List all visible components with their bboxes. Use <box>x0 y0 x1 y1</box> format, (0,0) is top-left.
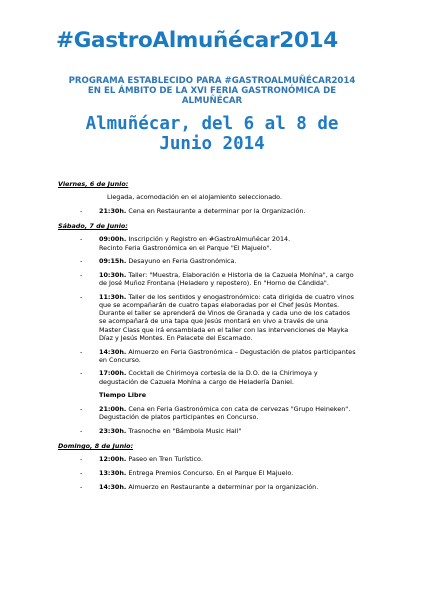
item-time: 10:30h. <box>99 270 127 279</box>
item-line <box>99 235 376 243</box>
schedule-item <box>58 257 376 265</box>
day-heading: Viernes, 6 de Junio: <box>58 180 129 188</box>
dates-line: Junio 2014 <box>159 134 265 154</box>
item-line <box>99 483 376 491</box>
item-text: Almuerzo en Restaurante a determinar por la organización. <box>128 482 319 491</box>
bullet-dash: - <box>80 206 83 215</box>
item-text: Entrega Premios Concurso. En el Parque El Majuelo. <box>128 469 294 478</box>
program-subtitle <box>56 76 368 106</box>
bullet-dash: - <box>80 455 83 464</box>
item-line: Master Class que irá ensamblada en el taller con las intervenciones de Mayka <box>99 325 349 334</box>
item-line: Durante el taller se aprenderá de Vinos de Granada y cada uno de los catados <box>99 309 350 318</box>
item-time: 17:00h. <box>99 369 127 378</box>
item-text: Desayuno en Feria Gastronómica. <box>128 257 237 266</box>
schedule-item <box>58 455 376 463</box>
item-text: Cocktail de Chirimoya cortesía de la D.O. de la Chirimoya y <box>128 369 318 378</box>
item-line: Degustación de platos participantes en Concurso. <box>99 413 259 422</box>
schedule-item <box>58 405 376 421</box>
item-line: de José Muñoz Frontana (Heladero y repostero). En "Horno de Cándida". <box>99 279 329 288</box>
item-line <box>99 293 376 301</box>
bullet-dash: - <box>80 369 83 378</box>
bullet-dash: - <box>80 482 83 491</box>
free-time-label: Tiempo Libre <box>99 391 147 400</box>
item-line: Llegada, acomodación en el alojamiento seleccionado. <box>107 193 283 202</box>
item-line: Recinto Feria Gastronómica en el Parque "El Majuelo". <box>99 243 272 252</box>
dates-line: Almuñécar, del 6 al 8 de <box>85 114 339 134</box>
subtitle-line: ALMUÑÉCAR <box>181 96 243 106</box>
item-text: Trasnoche en "Bámbola Music Hall" <box>128 426 242 435</box>
schedule-item <box>58 348 376 364</box>
item-line <box>99 348 376 356</box>
bullet-dash: - <box>80 257 83 266</box>
bullet-dash: - <box>80 469 83 478</box>
item-time: 09:15h. <box>99 257 127 266</box>
item-line: Díaz y Jesús Montes. En Palacete del Escamado. <box>99 333 253 342</box>
item-time: 14:30h. <box>99 482 127 491</box>
item-time: 21:00h. <box>99 405 127 414</box>
schedule-item <box>58 193 376 201</box>
page-title: #GastroAlmuñécar2014 <box>56 28 338 53</box>
schedule-item <box>58 469 376 477</box>
schedule-item <box>58 293 376 342</box>
item-time: 13:30h. <box>99 469 127 478</box>
subtitle-line: PROGRAMA ESTABLECIDO PARA #GASTROALMUÑÉCAR2014 <box>68 76 356 86</box>
item-text: Taller: "Muestra, Elaboración e Historia de la Cazuela Mohína", a cargo <box>128 270 354 279</box>
item-text: Almuerzo en Feria Gastronómica – Degustación de platos participantes <box>128 347 356 356</box>
item-line: degustación de Cazuela Mohína a cargo de Heladería Daniel. <box>99 377 294 386</box>
item-line <box>99 469 376 477</box>
subtitle-line: EN EL ÁMBITO DE LA XVI FERIA GASTRONÓMICA DE <box>87 86 337 96</box>
item-line: en Concurso. <box>99 355 141 364</box>
item-line <box>99 369 376 377</box>
bullet-dash: - <box>80 426 83 435</box>
schedule-item <box>58 369 376 385</box>
item-line <box>99 455 376 463</box>
bullet-dash: - <box>80 235 83 244</box>
bullet-dash: - <box>80 347 83 356</box>
item-line <box>99 257 376 265</box>
item-line: se acompañará de una tapa que Jesús montará en vivo a través de una <box>99 317 329 326</box>
item-time: 11:30h. <box>99 292 127 301</box>
bullet-dash: - <box>80 270 83 279</box>
bullet-dash: - <box>80 292 83 301</box>
schedule-item <box>58 483 376 491</box>
item-line: que se acompañarán de cuatro tapas elaboradas por el Chef Jesús Montes. <box>99 301 340 310</box>
day-section <box>58 442 376 491</box>
item-text: Paseo en Tren Turístico. <box>128 455 203 464</box>
item-line <box>99 427 376 435</box>
day-section <box>58 180 376 215</box>
schedule <box>58 180 376 491</box>
item-time: 21:30h. <box>99 206 127 215</box>
item-line <box>99 271 376 279</box>
item-time: 23:30h. <box>99 426 127 435</box>
item-time: 12:00h. <box>99 455 127 464</box>
schedule-item <box>58 271 376 287</box>
item-line <box>99 405 376 413</box>
day-heading: Sábado, 7 de Junio: <box>58 222 128 231</box>
schedule-item <box>58 207 376 215</box>
item-time: 14:30h. <box>99 347 127 356</box>
item-text: Cena en Restaurante a determinar por la Organización. <box>128 206 306 215</box>
day-section <box>58 222 376 435</box>
item-text: Inscripción y Registro en #GastroAlmuñécar 2014. <box>128 235 291 244</box>
item-line <box>99 207 376 215</box>
item-text: Cena en Feria Gastronómica con cata de cervezas "Grupo Heineken". <box>128 405 351 414</box>
event-dates <box>56 114 368 154</box>
schedule-item <box>58 427 376 435</box>
day-heading: Domingo, 8 de Junio: <box>58 442 134 451</box>
item-time: 09:00h. <box>99 235 127 244</box>
bullet-dash: - <box>80 405 83 414</box>
schedule-item <box>58 235 376 251</box>
item-text: Taller de los sentidos y enogastronómico: cata dirigida de cuatro vinos <box>128 292 354 301</box>
